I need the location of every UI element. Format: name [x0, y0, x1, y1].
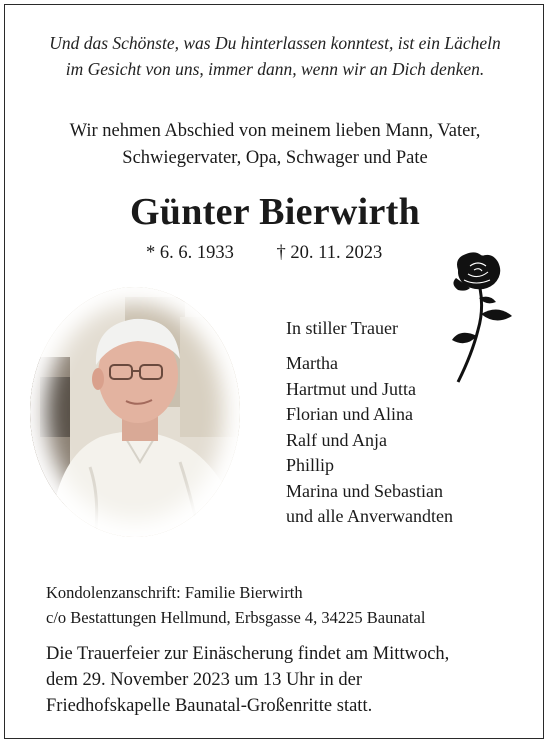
life-dates — [146, 243, 382, 264]
intro-line-2: Schwiegervater, Opa, Schwager und Pate — [122, 148, 428, 168]
mourner-list — [286, 351, 453, 530]
photo-vignette — [30, 287, 240, 537]
rose-icon — [448, 250, 518, 390]
mourner-name: Marina und Sebastian — [286, 480, 443, 501]
mourner-name: Phillip — [286, 455, 335, 475]
deceased-name: Günter Bierwirth — [129, 191, 421, 233]
birth-date: * 6. 6. 1933 — [146, 243, 234, 263]
memorial-quote — [0, 30, 550, 82]
mourner-name: Ralf und Anja — [286, 429, 387, 450]
mourner-name: Martha — [286, 353, 338, 373]
intro-line-1: Wir nehmen Abschied von meinem lieben Mann, Vater, — [69, 121, 481, 141]
service-line-3: Friedhofskapelle Baunatal-Großenritte statt. — [46, 696, 373, 716]
intro-text — [0, 118, 550, 172]
quote-line-2: im Gesicht von uns, immer dann, wenn wir an Dich denken. — [65, 59, 485, 79]
mourner-name: Hartmut und Jutta — [286, 378, 416, 399]
funeral-service-info — [46, 641, 449, 719]
service-line-2: dem 29. November 2023 um 13 Uhr in der — [46, 670, 362, 690]
mourning-heading: In stiller Trauer — [286, 318, 398, 338]
mourner-name: Florian und Alina — [286, 404, 413, 424]
portrait-photo — [30, 287, 240, 537]
mourner-name: und alle Anverwandten — [286, 506, 453, 526]
quote-line-1: Und das Schönste, was Du hinterlassen konntest, ist ein Lächeln — [49, 33, 501, 53]
service-line-1: Die Trauerfeier zur Einäscherung findet am Mittwoch, — [46, 644, 450, 664]
address-line-1: Kondolenzanschrift: Familie Bierwirth — [46, 583, 303, 602]
death-date: † 20. 11. 2023 — [276, 243, 383, 263]
condolence-address — [46, 580, 425, 630]
address-line-2: c/o Bestattungen Hellmund, Erbsgasse 4, 34225 Baunatal — [46, 608, 426, 627]
